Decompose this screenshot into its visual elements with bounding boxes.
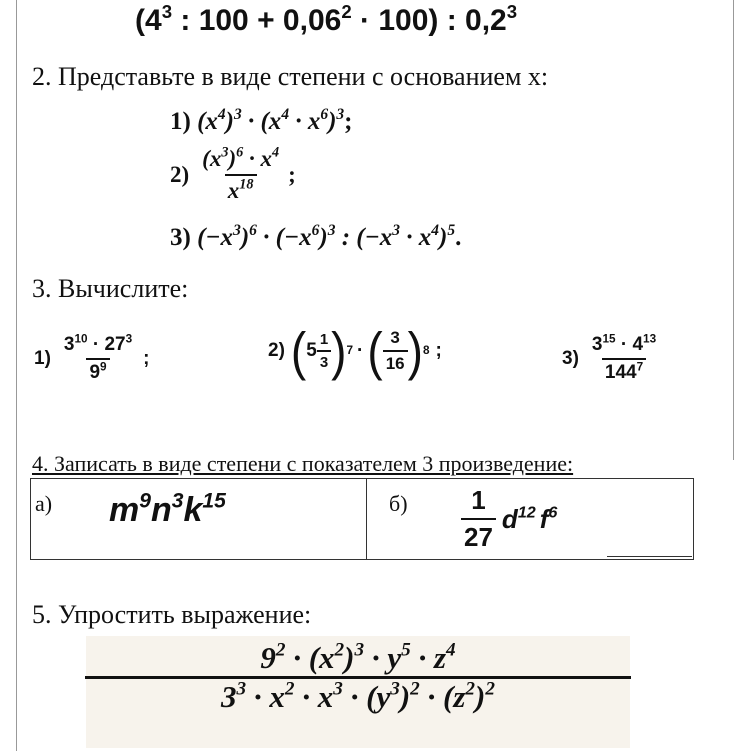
- task4-heading: 4. Записать в виде степени с показателем 3 произведение:: [32, 451, 574, 476]
- left-margin-line: [16, 0, 17, 751]
- fraction: $\frac{3^{10} \cdot 27^3}{9^9}$: [63, 332, 133, 383]
- item-label: 2): [170, 162, 190, 187]
- answer-line: [607, 556, 692, 557]
- item-label: 2): [268, 340, 285, 361]
- task3-item1: 1) $\frac{3^{10} \cdot 27^3}{9^9}$ ;: [34, 332, 150, 383]
- fraction: $\frac{3^{15} \cdot 4^{13}}{144^7}$: [591, 332, 657, 383]
- fraction: $\frac{1}{27}$: [461, 485, 496, 553]
- item-label: 1): [34, 348, 51, 369]
- right-margin-line: [733, 0, 734, 460]
- cell-a-expression: $m^9n^3k^{15}$: [109, 489, 226, 529]
- task3-item2: 2) ( 5 $\frac{1}{3}$ ) 7 · ( $\frac{3}{16}$ ) 8 ;: [268, 321, 442, 381]
- item-label: 3): [170, 224, 191, 251]
- task3-item3: [562, 334, 659, 384]
- cell-b-expression: $\frac{1}{27}$ $d^{12}$ $f^6$: [461, 485, 557, 553]
- task2-item1: 1) $(x^4)^3 \cdot (x^4 \cdot x^6)^3$;: [170, 105, 353, 135]
- fraction: $\frac{3}{16}$: [383, 328, 408, 374]
- task2-item3: 3) $(-x^3)^6 \cdot (-x^6)^3$ : $(-x^3 \cdot x^4)^5$.: [170, 221, 462, 251]
- fraction: $\frac{1}{3}$: [317, 331, 331, 371]
- task5-heading: 5. Упростить выражение:: [32, 600, 312, 629]
- fraction: $9^2 \cdot (x^2)^3 \cdot y^5 \cdot z^4$ $3^3 \cdot x^2 \cdot x^3 \cdot (y^3)^2 \cdot (z^2)^2$: [86, 640, 630, 715]
- cell-a-label: а): [35, 491, 53, 516]
- top-expression: ($4^3$ : $100 + 0,06^2 \cdot 100$) : $0,2^3$: [135, 0, 518, 37]
- task3-heading: 3. Вычислите:: [32, 274, 189, 303]
- item-label: 3): [562, 348, 579, 369]
- fraction: $\frac{(x^3)^6 \cdot x^4}{x^{18}}$: [202, 144, 280, 203]
- task2-heading: 2. Представьте в виде степени с основанием х:: [32, 62, 549, 91]
- task4-table: [30, 478, 694, 560]
- cell-b-label: б): [389, 491, 408, 516]
- task2-item2: 2) $\frac{(x^3)^6 \cdot x^4}{x^{18}}$ ;: [170, 144, 296, 203]
- task5-fraction: [86, 640, 630, 715]
- item-label: 1): [170, 108, 191, 135]
- table-divider: [366, 479, 367, 559]
